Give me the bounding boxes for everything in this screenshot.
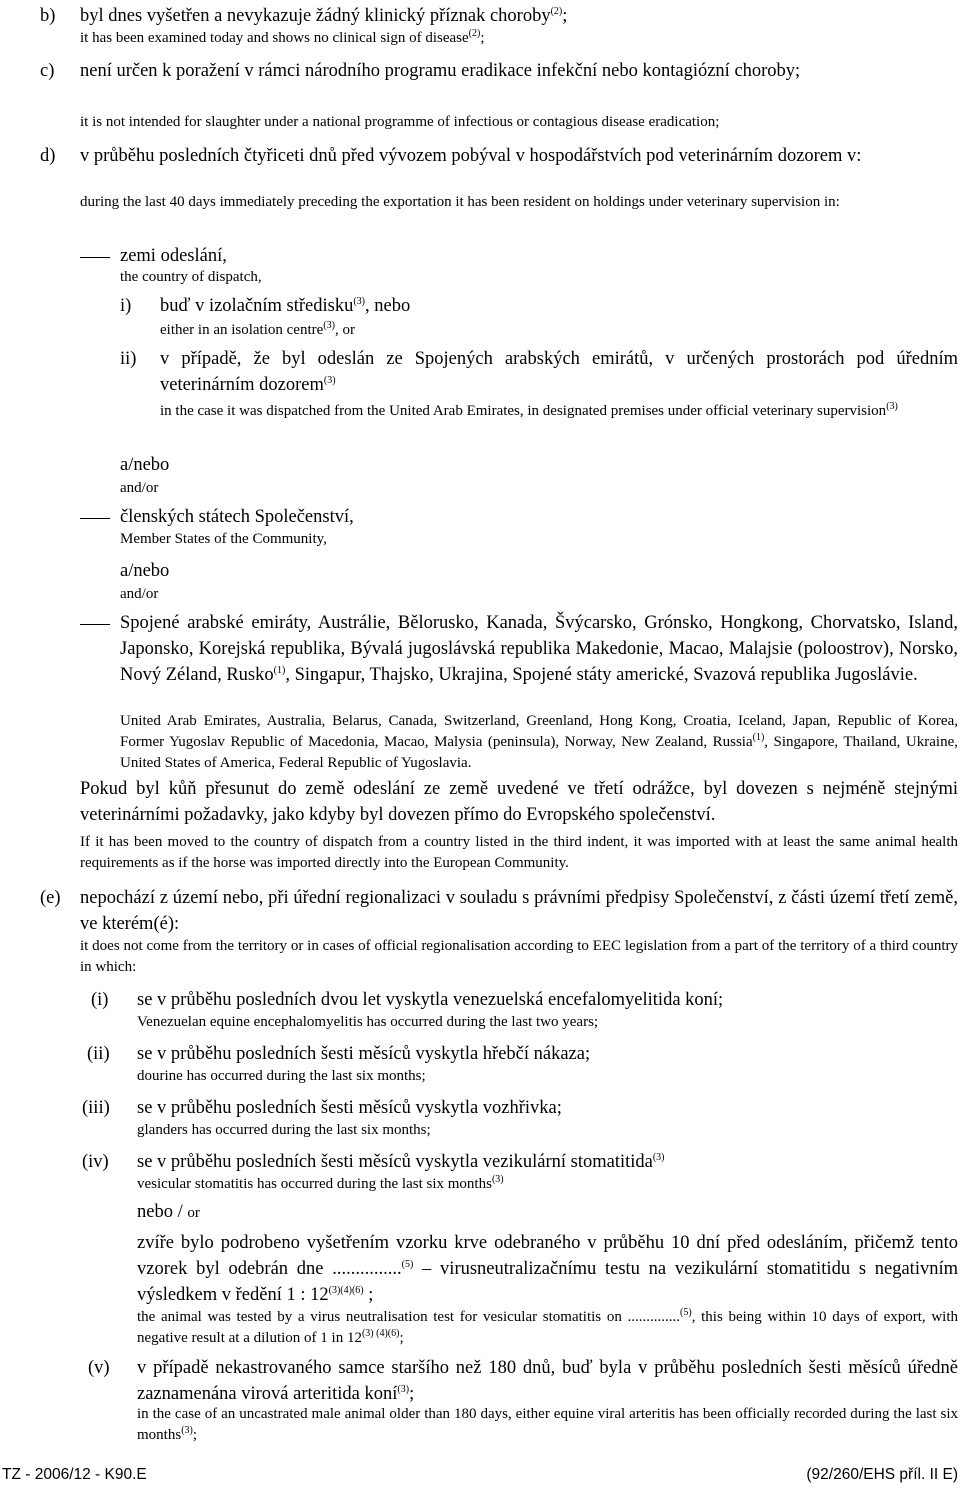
indent1-ii-text-en: in the case it was dispatched from the United Arab Emirates, in designated premises under official veterinary supervision$^{(3)}$ (160, 401, 898, 419)
sub-i-text-en: Venezuelan equine encephalomyelitis has occurred during the last two years; (137, 1014, 599, 1030)
sub-v-text-cz: v případě nekastrovaného samce staršího než 180 dnů, buď byla v průběhu posledních šesti měsíců úředně zaznamenána virová arteritida koní$^{(3)}$; (137, 1358, 958, 1404)
item-e-text-cz: nepochází z území nebo, při úřední regionalizaci v souladu s právními předpisy Společenství, z části území třetí země, ve kterém(é): (80, 888, 958, 934)
indent1-conj-cz: a/nebo (120, 455, 170, 475)
indent1-ii-text-cz: v případě, že byl odeslán ze Spojených arabských emirátů, v určených prostorách pod úředním veterinárním dozorem$^{(3)}$ (160, 349, 958, 395)
indent1-i-label: i) (120, 296, 132, 316)
sub-ii-text-cz: se v průběhu posledních šesti měsíců vyskytla hřebčí nákaza; (137, 1044, 591, 1064)
sub-i-label: (i) (91, 990, 109, 1010)
indent2-conj-cz: a/nebo (120, 561, 170, 581)
indent1-text-cz: zemi odeslání, (120, 246, 227, 266)
item-c-text-en: it is not intended for slaughter under a national programme of infectious or contagious disease eradication; (80, 114, 720, 130)
footer-left: TZ - 2006/12 - K90.E (2, 1466, 147, 1483)
moved-paragraph-cz: Pokud byl kůň přesunut do země odeslání ze země uvedené ve třetí odrážce, byl dovezen s nejméně stejnými veterinárními požadavky, jako kdyby byl dovezen přímo do Evropského společenství. (80, 779, 958, 825)
sub-iv-test-en: the animal was tested by a virus neutralisation test for vesicular stomatitis on ..............$^{(5)}$, this being within 10 days of export, with negative result at a dilution of 1 in $12^{(3) (4)(6)}$; (137, 1307, 959, 1346)
indent1-conj-en: and/or (120, 480, 159, 496)
indent-dash (80, 518, 110, 519)
indent2-conj-en: and/or (120, 586, 159, 602)
item-b-label: b) (40, 6, 56, 26)
sub-iv-test-cz: zvíře bylo podrobeno vyšetřením vzorku krve odebraného v průběhu 10 dní před odesláním, přičemž tento vzorek byl odebrán dne ...............$^{(5)}$ – virusneutralizačnímu testu na vezikulární stomatitidu s negativním výsledkem v ředění 1 : $12^{(3)(4)(6)}$ ; (137, 1233, 958, 1305)
indent3-text-cz: Spojené arabské emiráty, Austrálie, Bělorusko, Kanada, Švýcarsko, Grónsko, Hongkong, Chorvatsko, Island, Japonsko, Korejská republika, Bývalá jugoslávská republika Makedonie, Macao, Malajsie (poloostrov), Norsko, Nový Zéland, Rusko$^{(1)}$, Singapur, Thajsko, Ukrajina, Spojené státy americké, Svazová republika Jugoslávie. (120, 613, 958, 685)
item-b-text-en: it has been examined today and shows no clinical sign of disease$^{(2)}$; (80, 28, 485, 46)
sub-iii-text-en: glanders has occurred during the last six months; (137, 1122, 431, 1138)
item-e-label: (e) (40, 888, 61, 908)
sub-iv-label: (iv) (82, 1152, 109, 1172)
footer-right: (92/260/EHS příl. II E) (806, 1466, 958, 1483)
indent1-text-en: the country of dispatch, (120, 269, 262, 285)
sub-iii-label: (iii) (82, 1098, 110, 1118)
sub-iv-or: nebo / or (137, 1202, 200, 1222)
sub-iii-text-cz: se v průběhu posledních šesti měsíců vyskytla vozhřivka; (137, 1098, 562, 1118)
sub-ii-text-en: dourine has occurred during the last six months; (137, 1068, 426, 1084)
item-d-text-en: during the last 40 days immediately preceding the exportation it has been resident on holdings under veterinary supervision in: (80, 194, 840, 210)
sub-ii-label: (ii) (87, 1044, 110, 1064)
indent2-text-cz: členských státech Společenství, (120, 507, 354, 527)
indent-dash (80, 624, 110, 625)
indent1-i-text-cz: buď v izolačním středisku$^{(3)}$, nebo (160, 295, 411, 316)
indent2-text-en: Member States of the Community, (120, 531, 327, 547)
item-b-text-cz: byl dnes vyšetřen a nevykazuje žádný klinický příznak choroby$^{(2)}$; (80, 5, 568, 26)
sub-v-text-en: in the case of an uncastrated male animal older than 180 days, either equine viral arteritis has been officially recorded during the last six months$^{(3)}$; (137, 1406, 958, 1443)
sub-i-text-cz: se v průběhu posledních dvou let vyskytla venezuelská encefalomyelitida koní; (137, 990, 724, 1010)
indent-dash (80, 257, 110, 258)
sub-v-label: (v) (88, 1358, 110, 1378)
item-d-label: d) (40, 146, 56, 166)
indent3-text-en: United Arab Emirates, Australia, Belarus, Canada, Switzerland, Greenland, Hong Kong, Croatia, Iceland, Japan, Republic of Korea, Former Yugoslav Republic of Macedonia, Macao, Malysia (peninsula), Norway, New Zealand, Russia$^{(1)}$, Singapore, Thailand, Ukraine, United States of America, Federal Republic of Yugoslavia. (120, 713, 958, 771)
item-e-text-en: it does not come from the territory or in cases of official regionalisation according to EEC legislation from a part of the territory of a third country in which: (80, 938, 958, 975)
sub-iv-text-cz: se v průběhu posledních šesti měsíců vyskytla vezikulární stomatitida$^{(3)}$ (137, 1151, 665, 1172)
indent1-ii-label: ii) (120, 349, 137, 369)
moved-paragraph-en: If it has been moved to the country of dispatch from a country listed in the third indent, it was imported with at least the same animal health requirements as if the horse was imported directly into the European Community. (80, 834, 958, 871)
item-c-text-cz: není určen k poražení v rámci národního programu eradikace infekční nebo kontagiózní choroby; (80, 61, 801, 81)
sub-iv-text-en: vesicular stomatitis has occurred during the last six months$^{(3)}$ (137, 1174, 504, 1192)
item-d-text-cz: v průběhu posledních čtyřiceti dnů před vývozem pobýval v hospodářstvích pod veterinárním dozorem v: (80, 146, 862, 166)
item-c-label: c) (40, 61, 55, 81)
indent1-i-text-en: either in an isolation centre$^{(3)}$, or (160, 320, 355, 338)
